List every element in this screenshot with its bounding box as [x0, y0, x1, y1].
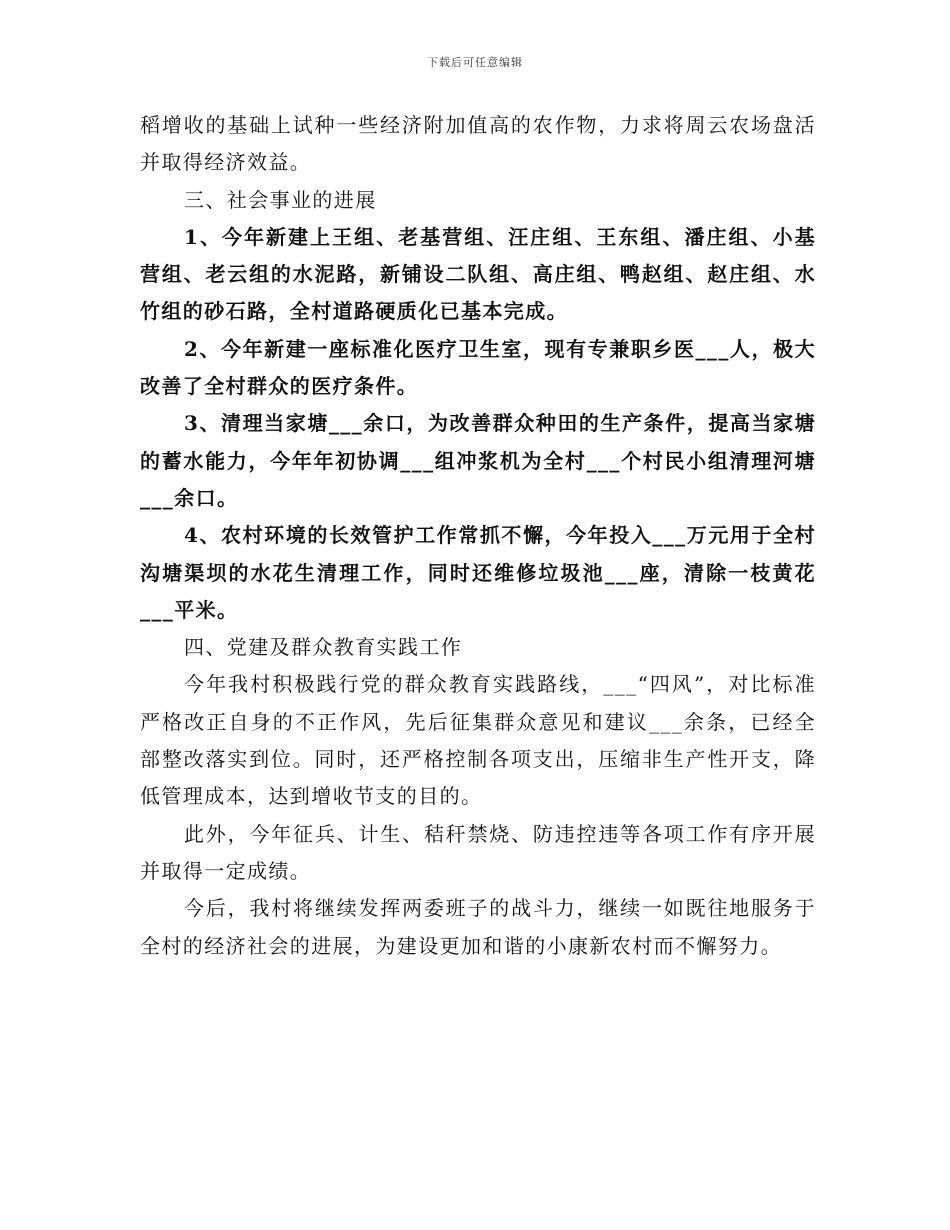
paragraph: 今后，我村将继续发挥两委班子的战斗力，继续一如既往地服务于全村的经济社会的进展，为建设更加和谐的小康新农村而不懈努力。 [140, 896, 816, 958]
paragraph: 2、今年新建一座标准化医疗卫生室，现有专兼职乡医___人，极大改善了全村群众的医疗条件。 [140, 336, 816, 399]
paragraph: 1、今年新建上王组、老基营组、汪庄组、王东组、潘庄组、小基营组、老云组的水泥路，新铺设二队组、高庄组、鸭赵组、赵庄组、水竹组的砂石路，全村道路硬质化已基本完成。 [140, 224, 816, 324]
page-header: 下载后可任意编辑 [427, 56, 523, 69]
paragraph: 3、清理当家塘___余口，为改善群众种田的生产条件，提高当家塘的蓄水能力，今年年初协调___组冲浆机为全村___个村民小组清理河塘___余口。 [140, 411, 816, 510]
section-heading: 四、党建及群众教育实践工作 [184, 635, 463, 660]
paragraph: 今年我村积极践行党的群众教育实践路线，___“四风”，对比标准严格改正自身的不正作风，先后征集群众意见和建议___余条，已经全部整改落实到位。同时，还严格控制各项支出，压缩非生产性开支，降低管理成本，达到增收节支的目的。 [140, 672, 816, 809]
paragraph: 此外，今年征兵、计生、秸秆禁烧、防违控违等各项工作有序开展并取得一定成绩。 [140, 821, 816, 883]
section-heading: 三、社会事业的进展 [184, 187, 377, 212]
paragraph: 4、农村环境的长效管护工作常抓不懈，今年投入___万元用于全村沟塘渠坝的水花生清理工作，同时还维修垃圾池___座，清除一枝黄花___平米。 [140, 523, 816, 622]
paragraph: 稻增收的基础上试种一些经济附加值高的农作物，力求将周云农场盘活并取得经济效益。 [140, 113, 816, 175]
document-body [140, 107, 816, 965]
